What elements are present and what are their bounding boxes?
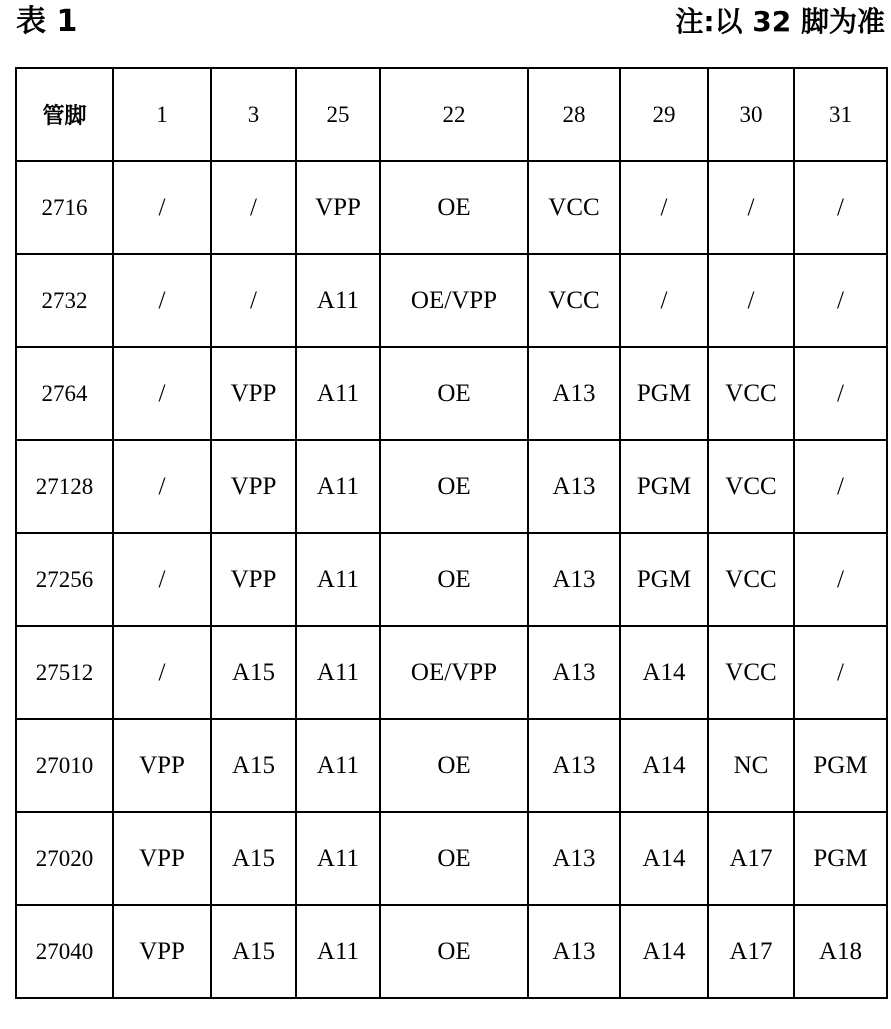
table-row <box>16 719 887 812</box>
pin-function-cell: A13 <box>528 905 620 998</box>
pin-function-cell: VPP <box>113 905 211 998</box>
pin-function-cell: OE <box>380 905 528 998</box>
pin-function-cell: / <box>794 626 887 719</box>
pin-function-cell: A13 <box>528 347 620 440</box>
pin-function-cell: OE <box>380 812 528 905</box>
pin-header: 25 <box>296 68 380 161</box>
table-row <box>16 440 887 533</box>
chip-model: 27256 <box>16 533 113 626</box>
pin-function-cell: VPP <box>113 812 211 905</box>
pin-function-cell: A13 <box>528 440 620 533</box>
table-row <box>16 905 887 998</box>
pin-function-cell: / <box>211 254 296 347</box>
pin-function-cell: A17 <box>708 812 794 905</box>
table-title: 表 1 <box>16 4 78 39</box>
header-row <box>16 68 887 161</box>
pin-function-cell: / <box>113 440 211 533</box>
pin-function-cell: A11 <box>296 254 380 347</box>
pin-function-cell: PGM <box>620 533 708 626</box>
pin-function-cell: / <box>620 254 708 347</box>
table-row <box>16 347 887 440</box>
pin-function-cell: VPP <box>296 161 380 254</box>
pin-function-cell: / <box>794 161 887 254</box>
pin-function-cell: OE/VPP <box>380 254 528 347</box>
pin-function-cell: VCC <box>708 626 794 719</box>
pin-function-cell: PGM <box>620 440 708 533</box>
pin-function-cell: VPP <box>211 533 296 626</box>
pin-function-cell: OE <box>380 719 528 812</box>
pin-function-cell: OE/VPP <box>380 626 528 719</box>
pin-function-cell: VCC <box>528 161 620 254</box>
pin-header: 1 <box>113 68 211 161</box>
pin-function-cell: / <box>113 533 211 626</box>
pin-function-cell: VPP <box>113 719 211 812</box>
pin-function-cell: A13 <box>528 533 620 626</box>
pin-header: 30 <box>708 68 794 161</box>
pin-function-cell: A15 <box>211 719 296 812</box>
pin-header: 29 <box>620 68 708 161</box>
chip-model: 27020 <box>16 812 113 905</box>
pin-function-cell: A15 <box>211 905 296 998</box>
pin-function-cell: / <box>794 440 887 533</box>
pin-function-cell: VPP <box>211 347 296 440</box>
pin-function-cell: VCC <box>708 440 794 533</box>
pin-header: 22 <box>380 68 528 161</box>
chip-model: 27128 <box>16 440 113 533</box>
pin-function-cell: PGM <box>794 719 887 812</box>
pin-function-cell: A11 <box>296 440 380 533</box>
pin-function-cell: A15 <box>211 626 296 719</box>
pin-function-cell: / <box>113 254 211 347</box>
pin-function-cell: A14 <box>620 812 708 905</box>
pin-function-cell: / <box>113 347 211 440</box>
pin-function-cell: / <box>708 254 794 347</box>
pin-function-cell: / <box>794 347 887 440</box>
pin-function-cell: VPP <box>211 440 296 533</box>
chip-model: 27010 <box>16 719 113 812</box>
pin-function-cell: NC <box>708 719 794 812</box>
pin-header: 31 <box>794 68 887 161</box>
pin-function-cell: VCC <box>708 347 794 440</box>
pin-function-cell: / <box>620 161 708 254</box>
pin-function-cell: A11 <box>296 812 380 905</box>
chip-model: 2764 <box>16 347 113 440</box>
pin-function-cell: A11 <box>296 905 380 998</box>
chip-model: 2732 <box>16 254 113 347</box>
pin-function-cell: A14 <box>620 719 708 812</box>
pin-function-cell: PGM <box>794 812 887 905</box>
table-row <box>16 254 887 347</box>
pin-function-cell: / <box>113 161 211 254</box>
pin-function-cell: A14 <box>620 626 708 719</box>
pin-function-cell: / <box>794 254 887 347</box>
pin-header: 28 <box>528 68 620 161</box>
pin-table <box>15 67 888 999</box>
pin-function-cell: PGM <box>620 347 708 440</box>
pin-function-cell: A11 <box>296 533 380 626</box>
chip-model: 27040 <box>16 905 113 998</box>
pin-function-cell: / <box>794 533 887 626</box>
pin-function-cell: VCC <box>708 533 794 626</box>
table-note: 注:以 32 脚为准 <box>675 5 885 38</box>
pin-function-cell: OE <box>380 161 528 254</box>
pin-function-cell: A14 <box>620 905 708 998</box>
chip-model: 2716 <box>16 161 113 254</box>
pin-function-cell: OE <box>380 347 528 440</box>
pin-function-cell: / <box>113 626 211 719</box>
pin-function-cell: OE <box>380 533 528 626</box>
pin-function-cell: A11 <box>296 347 380 440</box>
table-row <box>16 812 887 905</box>
table-row <box>16 626 887 719</box>
pin-function-cell: / <box>708 161 794 254</box>
pin-function-cell: / <box>211 161 296 254</box>
chip-model: 27512 <box>16 626 113 719</box>
pin-function-cell: A13 <box>528 626 620 719</box>
pin-function-cell: A13 <box>528 719 620 812</box>
table-row <box>16 161 887 254</box>
pin-function-cell: A17 <box>708 905 794 998</box>
pin-function-cell: A18 <box>794 905 887 998</box>
pin-function-cell: A13 <box>528 812 620 905</box>
corner-label: 管脚 <box>16 68 113 161</box>
pin-header: 3 <box>211 68 296 161</box>
table-row <box>16 533 887 626</box>
pin-function-cell: VCC <box>528 254 620 347</box>
pin-function-cell: A11 <box>296 719 380 812</box>
pin-function-cell: A11 <box>296 626 380 719</box>
pin-function-cell: A15 <box>211 812 296 905</box>
pin-function-cell: OE <box>380 440 528 533</box>
